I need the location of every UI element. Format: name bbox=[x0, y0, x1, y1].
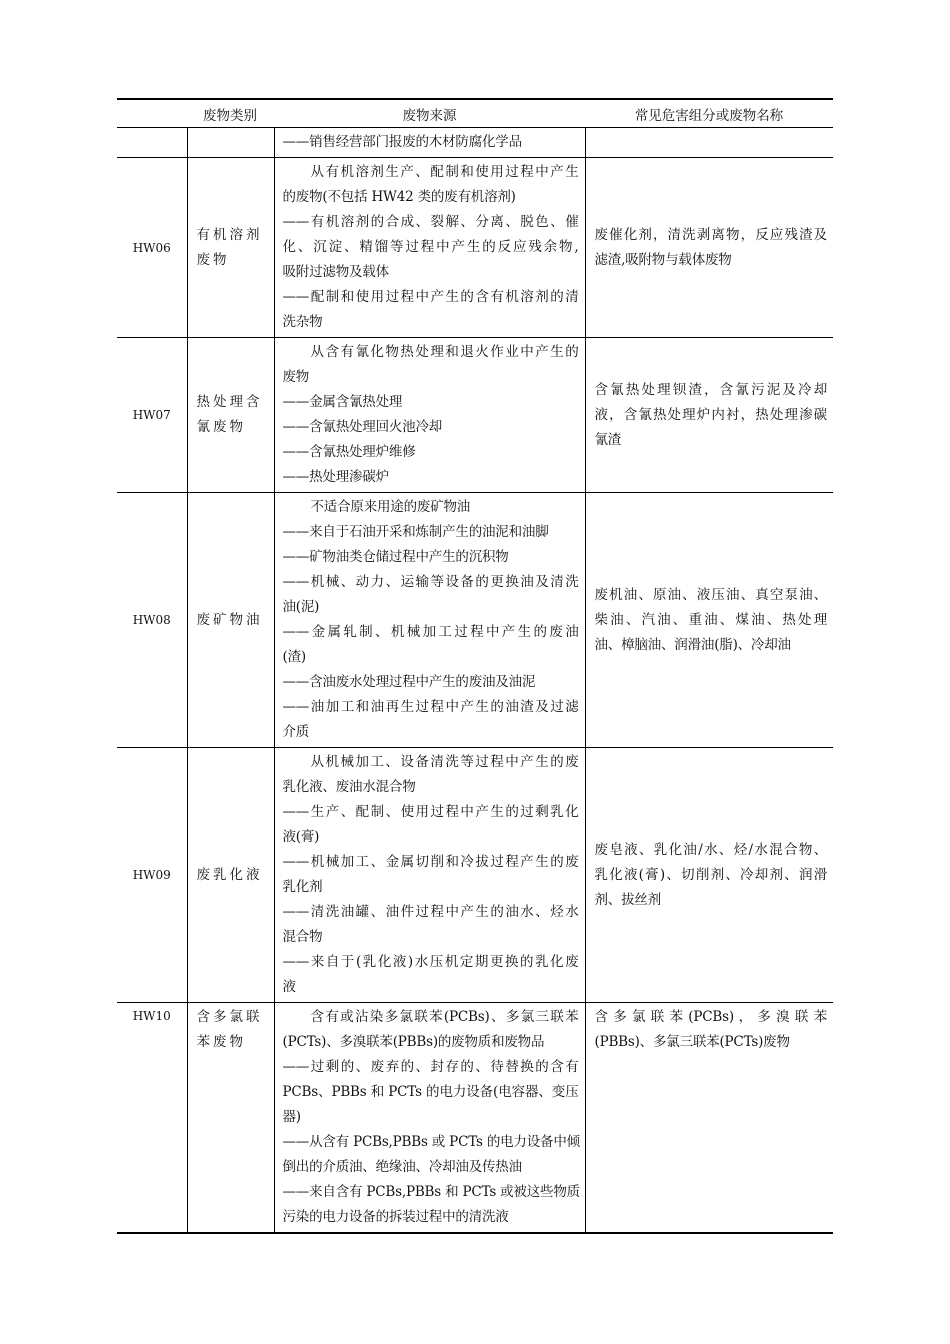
table-row bbox=[117, 338, 833, 493]
waste-code: HW08 bbox=[117, 493, 187, 748]
source-line: 不适合原来用途的废矿物油 bbox=[310, 499, 471, 515]
source-line: 洗杂物 bbox=[282, 314, 323, 330]
source-line: ——金属轧制、机械加工过程中产生的废油 bbox=[282, 624, 579, 640]
source-line: 废物 bbox=[282, 369, 310, 385]
waste-code: HW06 bbox=[117, 158, 187, 338]
component-line: 含 多 氯 联 苯 (PCBs) ， 多 溴 联 苯 bbox=[594, 1009, 827, 1025]
source-line: 器) bbox=[282, 1109, 301, 1125]
component-line: 剂、拔丝剂 bbox=[594, 891, 661, 908]
source-line: 吸附过滤物及载体 bbox=[282, 264, 389, 280]
source-line: 乳化剂 bbox=[282, 879, 323, 895]
waste-category bbox=[187, 748, 274, 1003]
source-line: 从有机溶剂生产、配制和使用过程中产生 bbox=[310, 164, 579, 180]
category-line: 有机溶剂 bbox=[196, 226, 263, 243]
hazardous-components bbox=[585, 1003, 833, 1234]
source-line: 的废物(不包括 HW42 类的废有机溶剂) bbox=[282, 189, 516, 205]
source-line: ——清洗油罐、油件过程中产生的油水、烃水 bbox=[282, 904, 579, 920]
header-code bbox=[117, 99, 187, 128]
waste-source bbox=[274, 748, 585, 1003]
waste-code: HW07 bbox=[117, 338, 187, 493]
waste-category bbox=[187, 338, 274, 493]
source-line: ——热处理渗碳炉 bbox=[282, 469, 389, 485]
table-row bbox=[117, 128, 833, 158]
component-line: 氰渣 bbox=[594, 431, 622, 448]
source-line: ——来自于(乳化液)水压机定期更换的乳化废 bbox=[282, 954, 579, 970]
waste-category bbox=[187, 158, 274, 338]
table-body bbox=[117, 128, 833, 1234]
waste-source bbox=[274, 338, 585, 493]
table-row bbox=[117, 748, 833, 1003]
header-source: 废物来源 bbox=[274, 99, 585, 128]
source-line: ——含氰热处理炉维修 bbox=[282, 444, 416, 460]
source-line: ——过剩的、废弃的、封存的、待替换的含有 bbox=[282, 1059, 579, 1075]
hazardous-components bbox=[585, 128, 833, 158]
table-header bbox=[117, 99, 833, 128]
source-line: (渣) bbox=[282, 649, 306, 665]
component-line: 油、樟脑油、润滑油(脂)、冷却油 bbox=[594, 636, 791, 653]
hazardous-components bbox=[585, 338, 833, 493]
component-line: 滤渣,吸附物与载体废物 bbox=[594, 251, 732, 268]
source-line: 污染的电力设备的拆装过程中的清洗液 bbox=[282, 1209, 509, 1225]
component-line: 废皂液、乳化油/水、烃/水混合物、 bbox=[594, 841, 827, 858]
category-line: 含多氯联 bbox=[196, 1009, 263, 1025]
source-line: 从机械加工、设备清洗等过程中产生的废 bbox=[310, 754, 579, 770]
waste-category bbox=[187, 493, 274, 748]
source-line: 从含有氰化物热处理和退火作业中产生的 bbox=[310, 344, 579, 360]
source-line: 含有或沾染多氯联苯(PCBs)、多氯三联苯 bbox=[310, 1009, 579, 1025]
source-line: ——金属含氰热处理 bbox=[282, 394, 403, 410]
source-line: ——有机溶剂的合成、裂解、分离、脱色、催 bbox=[282, 214, 579, 230]
table-row bbox=[117, 493, 833, 748]
component-line: 液，含氰热处理炉内衬，热处理渗碳 bbox=[594, 406, 827, 423]
category-line: 氰废物 bbox=[196, 419, 246, 435]
source-line: ——机械加工、金属切削和冷拔过程产生的废 bbox=[282, 854, 579, 870]
source-line: ——生产、配制、使用过程中产生的过剩乳化 bbox=[282, 804, 579, 820]
component-line: (PBBs)、多氯三联苯(PCTs)废物 bbox=[594, 1034, 790, 1050]
hazardous-components bbox=[585, 158, 833, 338]
source-line: PCBs、PBBs 和 PCTs 的电力设备(电容器、变压 bbox=[282, 1084, 579, 1100]
source-line: (PCTs)、多溴联苯(PBBs)的废物质和废物品 bbox=[282, 1034, 545, 1050]
category-line: 苯废物 bbox=[196, 1034, 246, 1050]
category-line: 废矿物油 bbox=[196, 611, 263, 628]
source-line: ——销售经营部门报废的木材防腐化学品 bbox=[282, 134, 522, 150]
waste-code: HW10 bbox=[117, 1003, 187, 1234]
category-line: 废物 bbox=[196, 251, 230, 268]
header-category: 废物类别 bbox=[187, 99, 274, 128]
hazardous-components bbox=[585, 748, 833, 1003]
source-line: 化、沉淀、精馏等过程中产生的反应残余物, bbox=[282, 239, 579, 255]
source-line: ——从含有 PCBs,PBBs 或 PCTs 的电力设备中倾 bbox=[282, 1134, 580, 1150]
hazardous-components bbox=[585, 493, 833, 748]
component-line: 柴油、汽油、重油、煤油、热处理 bbox=[594, 611, 827, 628]
source-line: ——含氰热处理回火池冷却 bbox=[282, 419, 443, 435]
source-line: 乳化液、废油水混合物 bbox=[282, 779, 416, 795]
component-line: 废催化剂，清洗剥离物，反应残渣及 bbox=[594, 226, 827, 243]
waste-code: HW09 bbox=[117, 748, 187, 1003]
waste-source bbox=[274, 493, 585, 748]
source-line: ——来自于石油开采和炼制产生的油泥和油脚 bbox=[282, 524, 549, 540]
hazardous-waste-table bbox=[117, 98, 833, 1234]
category-line: 废乳化液 bbox=[196, 866, 263, 883]
source-line: ——油加工和油再生过程中产生的油渣及过滤 bbox=[282, 699, 579, 715]
source-line: ——配制和使用过程中产生的含有机溶剂的清 bbox=[282, 289, 579, 305]
table-row bbox=[117, 1003, 833, 1234]
waste-category bbox=[187, 128, 274, 158]
header-components: 常见危害组分或废物名称 bbox=[585, 99, 833, 128]
source-line: 液(膏) bbox=[282, 829, 320, 845]
source-line: 混合物 bbox=[282, 929, 323, 945]
source-line: ——机械、动力、运输等设备的更换油及清洗 bbox=[282, 574, 579, 590]
waste-source bbox=[274, 1003, 585, 1234]
waste-code bbox=[117, 128, 187, 158]
source-line: ——来自含有 PCBs,PBBs 和 PCTs 或被这些物质 bbox=[282, 1184, 580, 1200]
source-line: 油(泥) bbox=[282, 599, 320, 615]
source-line: 倒出的介质油、绝缘油、冷却油及传热油 bbox=[282, 1159, 522, 1175]
waste-category bbox=[187, 1003, 274, 1234]
source-line: 液 bbox=[282, 979, 296, 995]
source-line: ——含油废水处理过程中产生的废油及油泥 bbox=[282, 674, 536, 690]
waste-source bbox=[274, 128, 585, 158]
source-line: 介质 bbox=[282, 724, 310, 740]
component-line: 废机油、原油、液压油、真空泵油、 bbox=[594, 586, 827, 603]
component-line: 乳化液(膏)、切削剂、冷却剂、润滑 bbox=[594, 866, 827, 883]
category-line: 热处理含 bbox=[196, 394, 263, 410]
component-line: 含氰热处理钡渣，含氰污泥及冷却 bbox=[594, 381, 827, 398]
table-row bbox=[117, 158, 833, 338]
source-line: ——矿物油类仓储过程中产生的沉积物 bbox=[282, 549, 509, 565]
waste-source bbox=[274, 158, 585, 338]
